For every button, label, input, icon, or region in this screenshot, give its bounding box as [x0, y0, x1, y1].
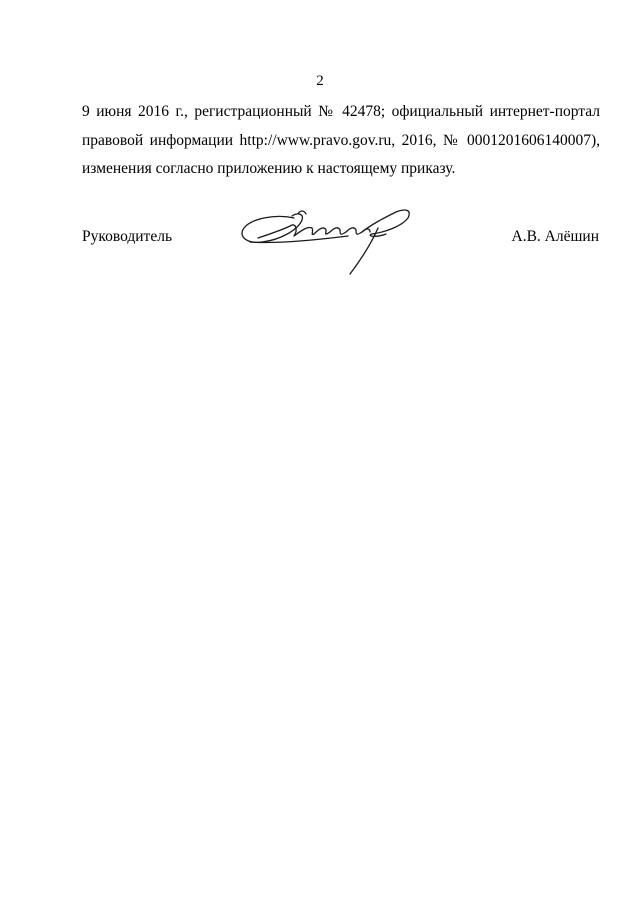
body-paragraph: [82, 98, 600, 184]
signatory-title: Руководитель: [82, 228, 173, 245]
page-number: 2: [316, 73, 324, 89]
signatory-name: А.В. Алёшин: [511, 228, 599, 245]
handwritten-signature: [236, 200, 422, 280]
body-line: изменения согласно приложению к настоящему приказу.: [82, 160, 456, 177]
body-line: 9 июня 2016 г., регистрационный № 42478; официальный интернет-портал: [82, 103, 600, 120]
body-line: правовой информации http://www.pravo.gov.ru, 2016, № 0001201606140007),: [82, 131, 600, 149]
